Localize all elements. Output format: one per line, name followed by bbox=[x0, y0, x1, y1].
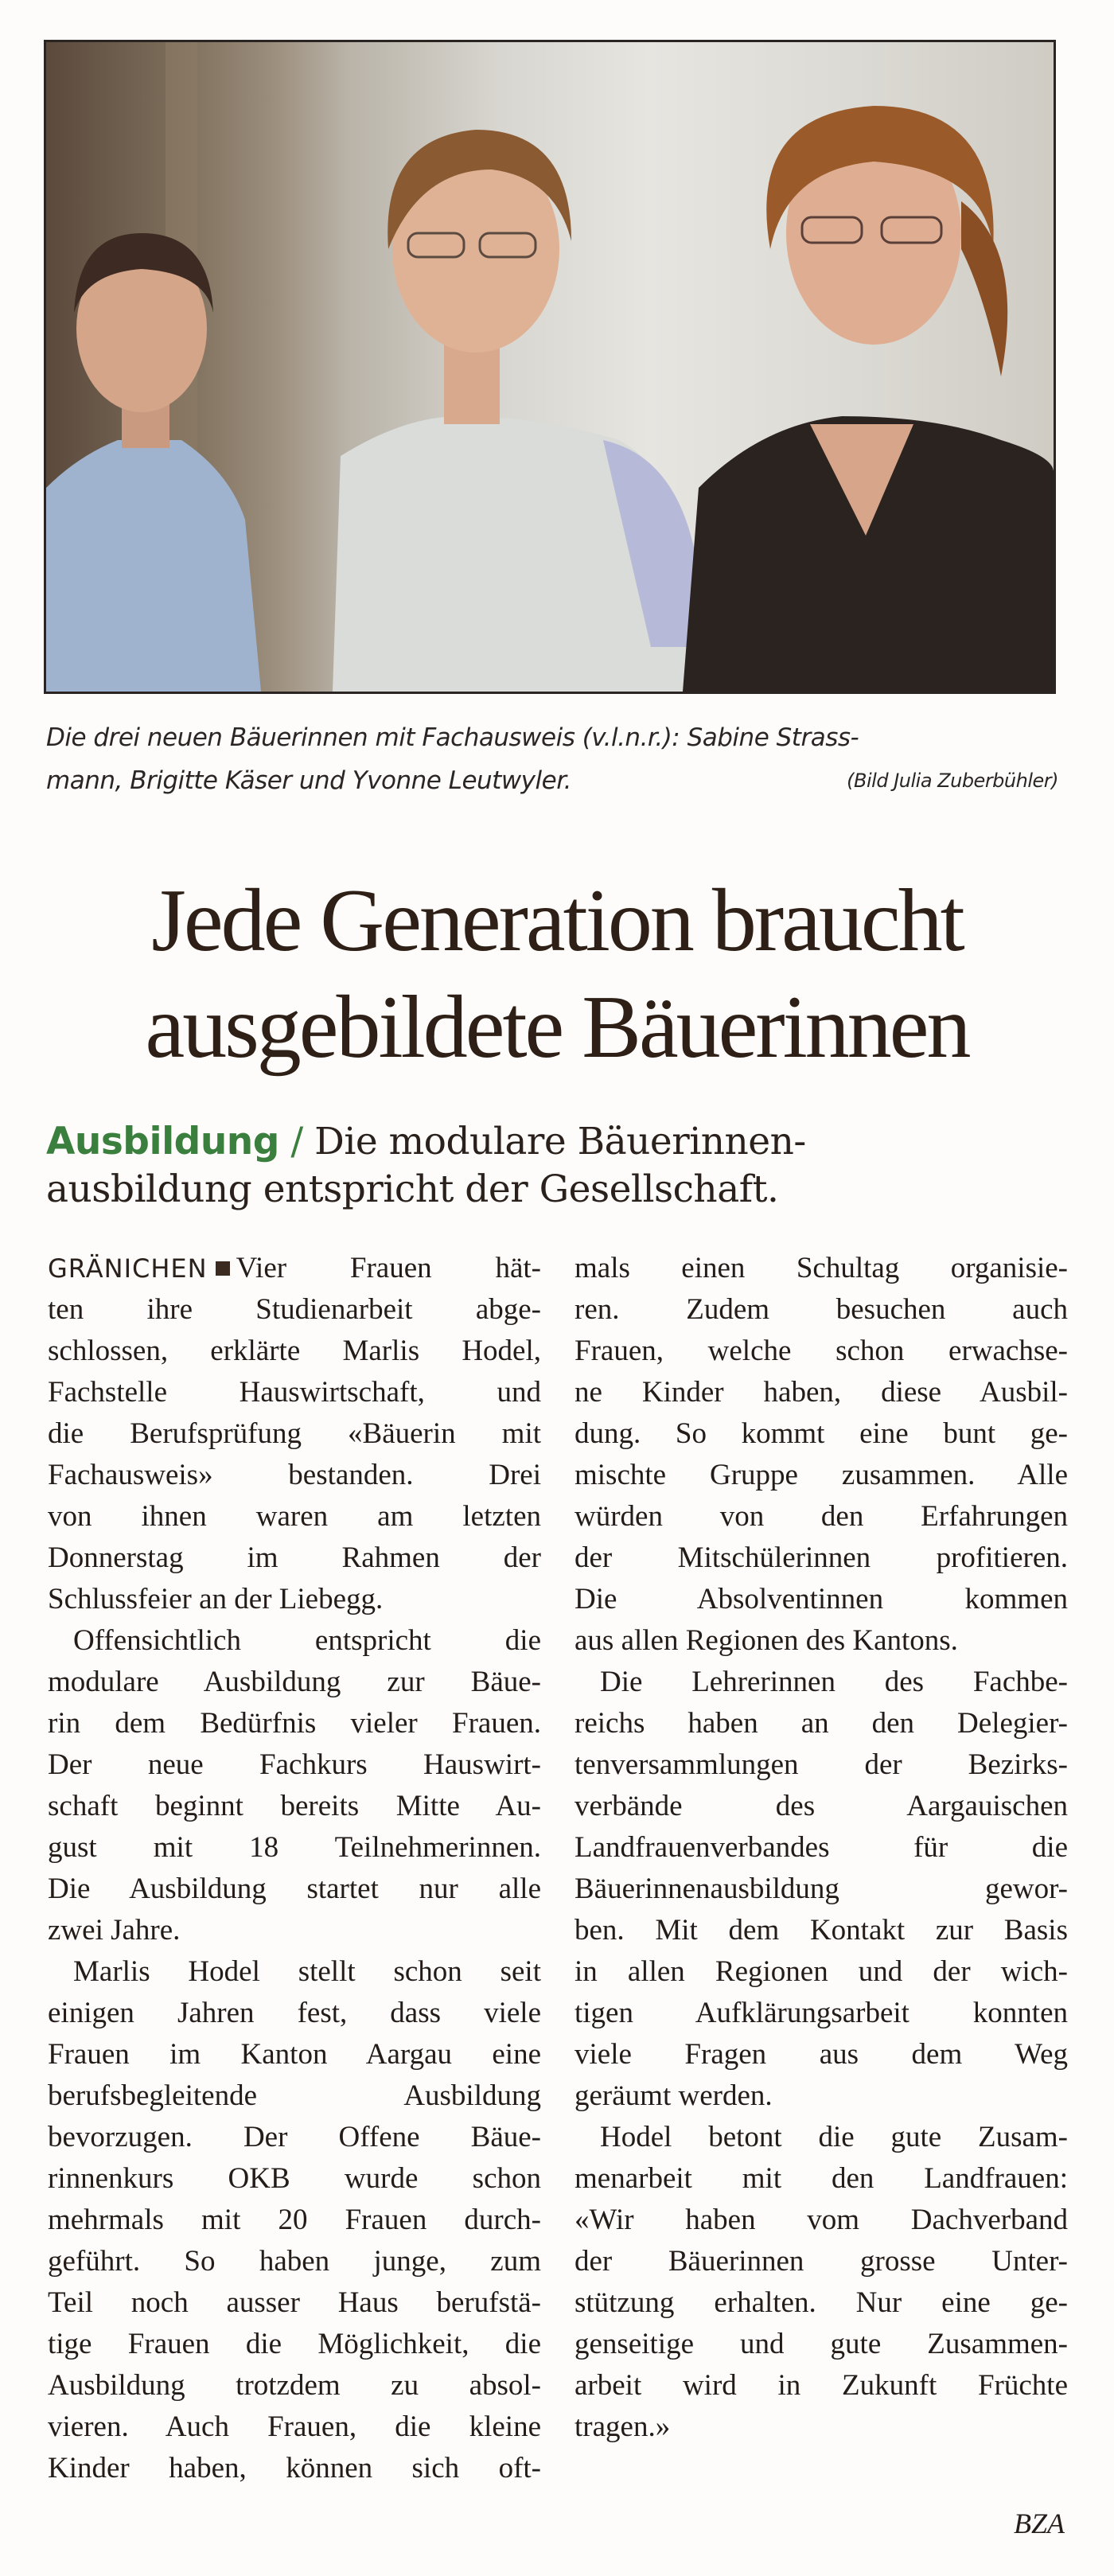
text-line: aus allen Regionen des Kantons. bbox=[575, 1624, 958, 1657]
text-line: tenversammlungen der Bezirks- bbox=[575, 1748, 1068, 1781]
text-line: bevorzugen. Der Offene Bäue- bbox=[48, 2121, 541, 2153]
text-line: mischte Gruppe zusammen. Alle bbox=[575, 1459, 1068, 1491]
text-line: Schlussfeier an der Liebegg. bbox=[48, 1583, 384, 1615]
photo-caption bbox=[46, 716, 1058, 802]
text-line: ben. Mit dem Kontakt zur Basis bbox=[575, 1914, 1068, 1947]
dateline: GRÄNICHEN bbox=[48, 1253, 208, 1284]
headline-line: Jede Generation braucht bbox=[151, 871, 963, 970]
text-line: tigen Aufklärungsarbeit konnten bbox=[575, 1997, 1068, 2029]
text-line: ne Kinder haben, diese Ausbil- bbox=[575, 1376, 1068, 1409]
headline bbox=[0, 867, 1114, 1081]
text-line: Ausbildung trotzdem zu absol- bbox=[48, 2369, 541, 2402]
text-line: Bäuerinnenausbildung gewor- bbox=[575, 1873, 1068, 1905]
caption-line: Die drei neuen Bäuerinnen mit Fachausweis (v.l.n.r.): Sabine Strass- bbox=[46, 723, 859, 752]
article-photo bbox=[44, 40, 1056, 694]
text-line: mals einen Schultag organisie- bbox=[575, 1252, 1068, 1284]
author-signature: BZA bbox=[1013, 2508, 1065, 2539]
person-left bbox=[46, 233, 261, 692]
text-line bbox=[48, 1248, 541, 1289]
person-right bbox=[683, 106, 1054, 692]
text-line: der Bäuerinnen grosse Unter- bbox=[575, 2245, 1068, 2278]
text-line: tige Frauen die Möglichkeit, die bbox=[48, 2328, 541, 2360]
text-line: Marlis Hodel stellt schon seit bbox=[73, 1955, 541, 1988]
text-line: Offensichtlich entspricht die bbox=[73, 1624, 541, 1657]
person-middle bbox=[333, 130, 699, 692]
text-line: Donnerstag im Rahmen der bbox=[48, 1541, 541, 1574]
text-line: Die Absolventinnen kommen bbox=[575, 1583, 1068, 1615]
text-line: verbände des Aargauischen bbox=[575, 1790, 1068, 1822]
topic-kicker: Ausbildung bbox=[46, 1120, 279, 1163]
text-line: ten ihre Studienarbeit abge- bbox=[48, 1293, 541, 1326]
text-line: mehrmals mit 20 Frauen durch- bbox=[48, 2204, 541, 2236]
text-line: Fachausweis» bestanden. Drei bbox=[48, 1459, 541, 1491]
text-line: in allen Regionen und der wich- bbox=[575, 1955, 1068, 1988]
text-line: reichs haben an den Delegier- bbox=[575, 1707, 1068, 1740]
text-line: stützung erhalten. Nur eine ge- bbox=[575, 2286, 1068, 2319]
text-line: berufsbegleitende Ausbildung bbox=[48, 2079, 541, 2112]
kicker-separator: / bbox=[290, 1120, 303, 1163]
text-line: Frauen im Kanton Aargau eine bbox=[48, 2038, 541, 2071]
text-line: modulare Ausbildung zur Bäue- bbox=[48, 1666, 541, 1698]
text-line: einigen Jahren fest, dass viele bbox=[48, 1997, 541, 2029]
text-line: tragen.» bbox=[575, 2410, 671, 2443]
text-line: «Wir haben vom Dachverband bbox=[575, 2204, 1068, 2236]
paragraph bbox=[48, 1951, 541, 2489]
text-line: ren. Zudem besuchen auch bbox=[575, 1293, 1068, 1326]
caption-line: mann, Brigitte Käser und Yvonne Leutwyler. bbox=[46, 766, 571, 795]
text-line: zwei Jahre. bbox=[48, 1914, 181, 1947]
photo-illustration bbox=[46, 42, 1054, 692]
text-line: Die Lehrerinnen des Fachbe- bbox=[600, 1666, 1068, 1698]
paragraph bbox=[48, 1248, 541, 1620]
text-line: Hodel betont die gute Zusam- bbox=[600, 2121, 1068, 2153]
text-line-content: Vier Frauen hät- bbox=[236, 1252, 541, 1284]
paragraph bbox=[48, 1620, 541, 1951]
text-line: geführt. So haben junge, zum bbox=[48, 2245, 541, 2278]
subheadline bbox=[46, 1118, 1081, 1214]
headline-line: ausgebildete Bäuerinnen bbox=[145, 978, 969, 1077]
text-line: Kinder haben, können sich oft- bbox=[48, 2452, 541, 2484]
text-line: schlossen, erklärte Marlis Hodel, bbox=[48, 1335, 541, 1367]
text-line: rin dem Bedürfnis vieler Frauen. bbox=[48, 1707, 541, 1740]
photo-credit: (Bild Julia Zuberbühler) bbox=[847, 770, 1058, 792]
text-line: der Mitschülerinnen profitieren. bbox=[575, 1541, 1068, 1574]
text-line: rinnenkurs OKB wurde schon bbox=[48, 2162, 541, 2195]
text-line: Der neue Fachkurs Hauswirt- bbox=[48, 1748, 541, 1781]
text-line: viele Fragen aus dem Weg bbox=[575, 2038, 1068, 2071]
paragraph bbox=[575, 1248, 1068, 1662]
subhead-text: ausbildung entspricht der Gesellschaft. bbox=[46, 1167, 779, 1211]
paragraph bbox=[575, 1662, 1068, 2117]
text-line: von ihnen waren am letzten bbox=[48, 1500, 541, 1533]
text-line: Die Ausbildung startet nur alle bbox=[48, 1873, 541, 1905]
text-line: arbeit wird in Zukunft Früchte bbox=[575, 2369, 1068, 2402]
text-line: dung. So kommt eine bunt ge- bbox=[575, 1417, 1068, 1450]
text-line: die Berufsprüfung «Bäuerin mit bbox=[48, 1417, 541, 1450]
text-line: menarbeit mit den Landfrauen: bbox=[575, 2162, 1068, 2195]
article-column-right bbox=[575, 1248, 1068, 2448]
subhead-text: Die modulare Bäuerinnen- bbox=[314, 1120, 806, 1163]
paragraph bbox=[575, 2117, 1068, 2448]
text-line: genseitige und gute Zusammen- bbox=[575, 2328, 1068, 2360]
text-line: würden von den Erfahrungen bbox=[575, 1500, 1068, 1533]
text-line: Fachstelle Hauswirtschaft, und bbox=[48, 1376, 541, 1409]
text-line: Teil noch ausser Haus berufstä- bbox=[48, 2286, 541, 2319]
text-line: Frauen, welche schon erwachse- bbox=[575, 1335, 1068, 1367]
subhead-line bbox=[46, 1118, 1081, 1166]
text-line: geräumt werden. bbox=[575, 2079, 773, 2112]
article-column-left bbox=[48, 1248, 541, 2489]
text-line: Landfrauenverbandes für die bbox=[575, 1831, 1068, 1864]
text-line: gust mit 18 Teilnehmerinnen. bbox=[48, 1831, 541, 1864]
text-line: vieren. Auch Frauen, die kleine bbox=[48, 2410, 541, 2443]
text-line: schaft beginnt bereits Mitte Au- bbox=[48, 1790, 541, 1822]
square-bullet-icon bbox=[216, 1261, 230, 1276]
